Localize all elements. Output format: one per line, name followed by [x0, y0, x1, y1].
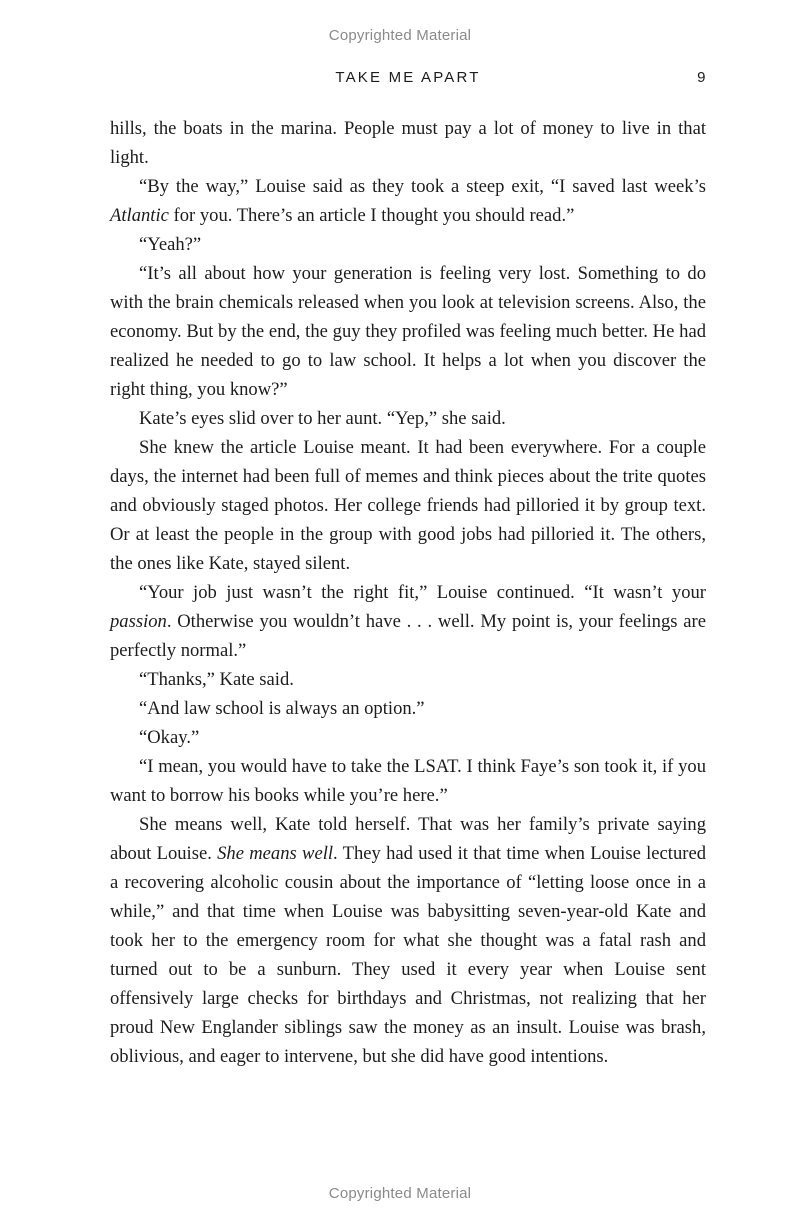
- italic-text: She means well: [217, 843, 334, 864]
- text-run: She knew the article Louise meant. It had been everywhere. For a couple days, the internet had been full of memes and think pieces about the trite quotes and obviously staged photos. Her college friends had pilloried it by group text. Or at least the people in the group with good jobs had pilloried it. The others, the ones like Kate, stayed silent.: [110, 437, 706, 574]
- paragraph: [110, 694, 706, 723]
- text-run: “Your job just wasn’t the right fit,” Louise continued. “It wasn’t your: [139, 582, 706, 603]
- page-number: 9: [697, 69, 706, 86]
- paragraph: [110, 114, 706, 172]
- paragraph: [110, 665, 706, 694]
- text-run: hills, the boats in the marina. People must pay a lot of money to live in that light.: [110, 118, 706, 168]
- copyright-watermark-bottom: Copyrighted Material: [328, 1185, 472, 1202]
- copyright-watermark-top: Copyrighted Material: [328, 27, 472, 44]
- text-run: “By the way,” Louise said as they took a steep exit, “I saved last week’s: [139, 176, 706, 197]
- italic-text: Atlantic: [110, 205, 169, 226]
- running-head: [110, 69, 706, 91]
- paragraph: [110, 433, 706, 578]
- text-run: for you. There’s an article I thought you should read.”: [168, 205, 575, 226]
- paragraph: [110, 723, 706, 752]
- text-run: “Thanks,” Kate said.: [139, 669, 294, 690]
- text-run: . They had used it that time when Louise lectured a recovering alcoholic cousin about the importance of “letting loose once in a while,” and that time when Louise was babysitting seven-year-old Kate and took her to the emergency room for what she thought was a fatal rash and turned out to be a sunburn. They used it every year when Louise sent offensively large checks for birthdays and Christmas, not realizing that her proud New Englander siblings saw the money as an insult. Louise was brash, oblivious, and eager to intervene, but she did have good intentions.: [110, 843, 706, 1067]
- paragraph: [110, 810, 706, 1071]
- text-run: “Yeah?”: [139, 234, 202, 255]
- paragraph: [110, 404, 706, 433]
- text-run: “It’s all about how your generation is feeling very lost. Something to do with the brain chemicals released when you look at television screens. Also, the economy. But by the end, the guy they profiled was feeling much better. He had realized he needed to go to law school. It helps a lot when you discover the right thing, you know?”: [110, 263, 706, 400]
- text-run: She means well, Kate told herself. That was her family’s private saying about Louise.: [110, 814, 706, 864]
- text-run: “And law school is always an option.”: [139, 698, 425, 719]
- paragraph: [110, 230, 706, 259]
- text-run: Kate’s eyes slid over to her aunt. “Yep,” she said.: [139, 408, 506, 429]
- text-run: “I mean, you would have to take the LSAT. I think Faye’s son took it, if you want to borrow his books while you’re here.”: [110, 756, 706, 806]
- text-run: “Okay.”: [139, 727, 200, 748]
- paragraph: [110, 578, 706, 665]
- body-text: [110, 114, 706, 1071]
- running-head-title: TAKE ME APART: [335, 69, 481, 86]
- paragraph: [110, 259, 706, 404]
- italic-text: passion: [110, 611, 167, 632]
- text-run: . Otherwise you wouldn’t have . . . well. My point is, your feelings are perfectly normal.”: [110, 611, 706, 661]
- paragraph: [110, 172, 706, 230]
- paragraph: [110, 752, 706, 810]
